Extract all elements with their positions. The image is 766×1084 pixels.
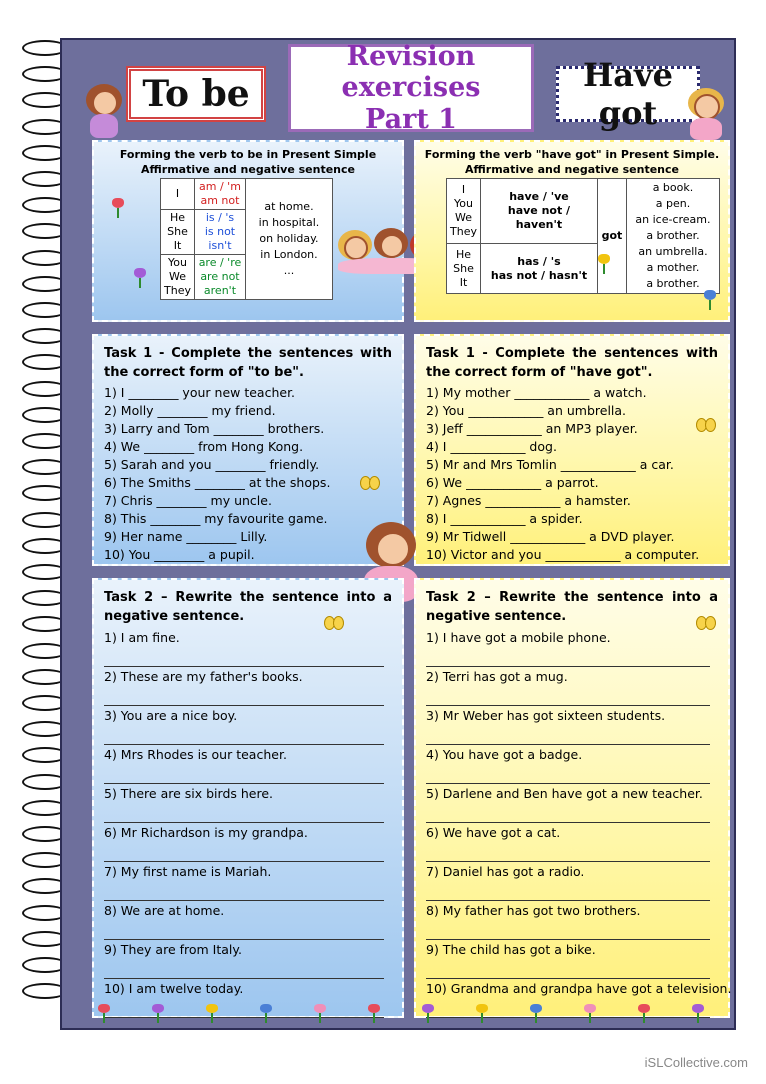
exercise-item: 1) My mother ____________ a watch. [426, 385, 647, 400]
exercise-item: 10) You ________ a pupil. [104, 547, 255, 562]
task1-have-got-list [426, 384, 728, 564]
butterfly-icon [696, 418, 716, 434]
pronoun-we: We [168, 270, 186, 283]
objects-cell [626, 179, 719, 294]
pronoun-i: I [461, 183, 466, 197]
exercise-item: 3) Mr Weber has got sixteen students. [426, 708, 666, 723]
watermark: iSLCollective.com [644, 1055, 748, 1070]
exercise-item: 2) Molly ________ my friend. [104, 403, 276, 418]
girl-doll-icon [684, 88, 728, 142]
tulip-icon [422, 1004, 434, 1024]
exercise-item: 10) Victor and you ____________ a computer. [426, 547, 700, 562]
answer-line[interactable] [426, 647, 710, 667]
answer-line[interactable] [104, 803, 384, 823]
tulip-icon [368, 1004, 380, 1024]
exercise-item: 9) Mr Tidwell ____________ a DVD player. [426, 529, 675, 544]
have-form: have / 've [509, 190, 569, 204]
have-got-heading-line1: Forming the verb "have got" in Present Simple. [424, 148, 720, 161]
answer-line[interactable] [426, 842, 710, 862]
have-got-heading [416, 147, 728, 177]
pronoun-you: You [454, 197, 473, 211]
exercise-item: 1) I have got a mobile phone. [426, 630, 611, 645]
flower-border [92, 1004, 732, 1026]
have-not-form: have not / haven't [507, 204, 571, 232]
task1-have-got-title: Task 1 - Complete the sentences with the correct form of "have got". [426, 346, 718, 380]
pronoun-they: They [450, 225, 477, 239]
exercise-item: 2) Terri has got a mug. [426, 669, 568, 684]
answer-line[interactable] [104, 686, 384, 706]
complements-cell [245, 179, 332, 300]
exercise-item: 3) Larry and Tom ________ brothers. [104, 421, 325, 436]
exercise-item: 5) There are six birds here. [104, 786, 274, 801]
isnt-form: isn't [208, 239, 232, 252]
exercise-item: 4) We ________ from Hong Kong. [104, 439, 304, 454]
task2-to-be-list [104, 628, 402, 1018]
complement-item: in London. [260, 248, 318, 261]
exercise-item: 6) We ____________ a parrot. [426, 475, 599, 490]
title-revision-line2: Part 1 [365, 103, 457, 135]
tulip-icon [206, 1004, 218, 1024]
tulip-icon [584, 1004, 596, 1024]
has-not-form: has not / hasn't [490, 268, 588, 282]
exercise-item: 8) My father has got two brothers. [426, 903, 641, 918]
title-have-got-text: Have got [583, 56, 673, 132]
answer-line[interactable] [426, 959, 710, 979]
exercise-item: 3) You are a nice boy. [104, 708, 238, 723]
are-not-form: are not [200, 270, 240, 283]
pronoun-it: It [173, 239, 182, 252]
exercise-item: 4) I ____________ dog. [426, 439, 557, 454]
answer-line[interactable] [104, 881, 384, 901]
answer-line[interactable] [426, 881, 710, 901]
tulip-icon [260, 1004, 272, 1024]
exercise-item: 3) Jeff ____________ an MP3 player. [426, 421, 638, 436]
tulip-icon [704, 290, 718, 308]
answer-line[interactable] [104, 920, 384, 940]
answer-line[interactable] [104, 764, 384, 784]
to-be-heading-line1: Forming the verb to be in Present Simple [119, 148, 377, 161]
exercise-item: 2) These are my father's books. [104, 669, 303, 684]
complement-item: on holiday. [259, 232, 319, 245]
title-to-be-text: To be [142, 73, 250, 115]
pronoun-it: It [459, 275, 468, 289]
answer-line[interactable] [104, 725, 384, 745]
answer-line[interactable] [104, 647, 384, 667]
pronoun-he: He [169, 211, 185, 224]
tulip-icon [314, 1004, 326, 1024]
object-item: a brother. [646, 229, 700, 242]
exercise-item: 1) I ________ your new teacher. [104, 385, 296, 400]
butterfly-icon [360, 476, 380, 492]
answer-line[interactable] [426, 803, 710, 823]
answer-line[interactable] [426, 725, 710, 745]
tulip-icon [598, 254, 612, 272]
title-have-got [556, 56, 700, 132]
exercise-item: 9) Her name ________ Lilly. [104, 529, 268, 544]
task1-have-got-panel [414, 334, 730, 566]
tulip-icon [112, 198, 126, 216]
exercise-item: 5) Sarah and you ________ friendly. [104, 457, 320, 472]
object-item: a pen. [655, 197, 691, 210]
got-cell: got [597, 179, 626, 294]
exercise-item: 8) I ____________ a spider. [426, 511, 583, 526]
object-item: an ice-cream. [635, 213, 711, 226]
exercise-item: 7) Agnes ____________ a hamster. [426, 493, 631, 508]
to-be-table [160, 178, 333, 300]
complement-item: at home. [264, 200, 314, 213]
butterfly-icon [696, 616, 716, 632]
to-be-heading-line2: Affirmative and negative sentence [141, 163, 355, 176]
tulip-icon [530, 1004, 542, 1024]
object-item: a book. [652, 181, 694, 194]
exercise-item: 8) We are at home. [104, 903, 225, 918]
exercise-item: 8) This ________ my favourite game. [104, 511, 328, 526]
exercise-item: 10) Grandma and grandpa have got a television. [426, 981, 732, 996]
tulip-icon [692, 1004, 704, 1024]
answer-line[interactable] [426, 920, 710, 940]
task2-have-got-panel [414, 578, 730, 1018]
exercise-item: 1) I am fine. [104, 630, 180, 645]
exercise-item: 9) The child has got a bike. [426, 942, 596, 957]
answer-line[interactable] [426, 764, 710, 784]
pronoun-they: They [164, 284, 191, 297]
exercise-item: 7) My first name is Mariah. [104, 864, 272, 879]
object-item: an umbrella. [638, 245, 708, 258]
exercise-item: 7) Chris ________ my uncle. [104, 493, 272, 508]
butterfly-icon [324, 616, 344, 632]
am-form: am / 'm [199, 180, 241, 193]
to-be-heading [94, 147, 402, 177]
task1-to-be-title: Task 1 - Complete the sentences with the correct form of "to be". [104, 346, 392, 380]
exercise-item: 6) Mr Richardson is my grandpa. [104, 825, 308, 840]
pronoun-he: He [455, 247, 471, 261]
complement-item: ... [283, 264, 295, 277]
have-got-grammar-panel [414, 140, 730, 322]
exercise-item: 4) You have got a badge. [426, 747, 583, 762]
exercise-item: 6) The Smiths ________ at the shops. [104, 475, 331, 490]
are-form: are / 're [198, 256, 242, 269]
arent-form: aren't [203, 284, 237, 297]
object-item: a mother. [646, 261, 700, 274]
have-got-heading-line2: Affirmative and negative sentence [465, 163, 679, 176]
exercise-item: 5) Darlene and Ben have got a new teacher. [426, 786, 703, 801]
answer-line[interactable] [104, 842, 384, 862]
tulip-icon [638, 1004, 650, 1024]
have-got-table [446, 178, 720, 294]
task2-have-got-list [426, 628, 732, 1018]
pronoun-she: She [167, 225, 188, 238]
title-revision-line1: Revision exercises [341, 41, 481, 104]
pronoun-we: We [454, 211, 472, 225]
exercise-item: 10) I am twelve today. [104, 981, 244, 996]
exercise-item: 6) We have got a cat. [426, 825, 561, 840]
exercise-item: 2) You ____________ an umbrella. [426, 403, 627, 418]
exercise-item: 5) Mr and Mrs Tomlin ____________ a car. [426, 457, 674, 472]
tulip-icon [134, 268, 148, 286]
exercise-item: 7) Daniel has got a radio. [426, 864, 585, 879]
pronoun-she: She [453, 261, 474, 275]
pronoun-i: I [161, 179, 195, 210]
answer-line[interactable] [104, 959, 384, 979]
task2-to-be-title: Task 2 – Rewrite the sentence into a negative sentence. [104, 590, 392, 624]
exercise-item: 4) Mrs Rhodes is our teacher. [104, 747, 287, 762]
is-form: is / 's [205, 211, 235, 224]
pronoun-you: You [168, 256, 187, 269]
title-revision [288, 41, 534, 135]
object-item: a brother. [646, 277, 700, 290]
is-not-form: is not [204, 225, 236, 238]
title-to-be [126, 66, 266, 122]
complement-item: in hospital. [258, 216, 320, 229]
exercise-item: 9) They are from Italy. [104, 942, 242, 957]
tulip-icon [152, 1004, 164, 1024]
girl-doll-icon [82, 84, 126, 140]
task2-to-be-panel [92, 578, 404, 1018]
task2-have-got-title: Task 2 – Rewrite the sentence into a negative sentence. [426, 590, 718, 624]
has-form: has / 's [517, 254, 561, 268]
answer-line[interactable] [426, 686, 710, 706]
tulip-icon [476, 1004, 488, 1024]
am-not-form: am not [200, 194, 240, 207]
tulip-icon [98, 1004, 110, 1024]
